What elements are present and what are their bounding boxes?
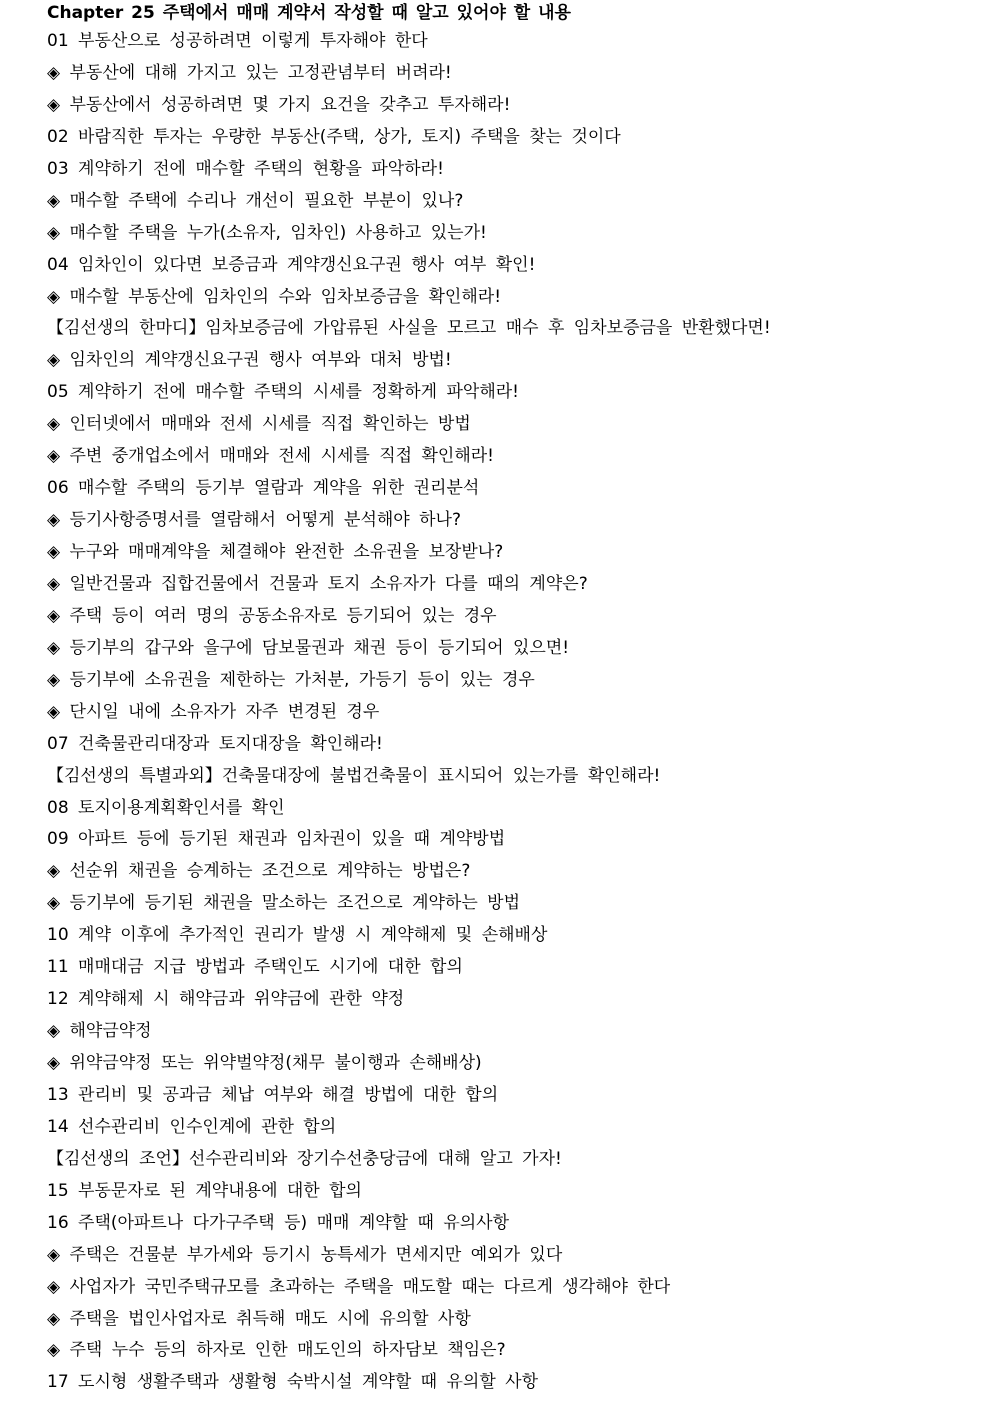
toc-line: ◈ 주택을 법인사업자로 취득해 매도 시에 유의할 사항	[47, 1308, 471, 1329]
toc-line: 05 계약하기 전에 매수할 주택의 시세를 정확하게 파악해라!	[47, 382, 519, 403]
toc-line: ◈ 일반건물과 집합건물에서 건물과 토지 소유자가 다를 때의 계약은?	[47, 573, 588, 594]
toc-line: 16 주택(아파트나 다가구주택 등) 매매 계약할 때 유의사항	[47, 1212, 510, 1233]
toc-line: 04 임차인이 있다면 보증금과 계약갱신요구권 행사 여부 확인!	[47, 254, 536, 275]
toc-line: ◈ 누구와 매매계약을 체결해야 완전한 소유권을 보장받나?	[47, 542, 504, 562]
toc-line: ◈ 주택 누수 등의 하자로 인한 매도인의 하자담보 책임은?	[47, 1340, 506, 1361]
toc-line: ◈ 단시일 내에 소유자가 자주 변경된 경우	[47, 701, 380, 722]
toc-line: 14 선수관리비 인수인계에 관한 합의	[47, 1116, 337, 1137]
toc-line: ◈ 임차인의 계약갱신요구권 행사 여부와 대처 방법!	[47, 350, 452, 371]
document-page	[47, 0, 977, 1399]
toc-line: ◈ 등기부에 소유권을 제한하는 가처분, 가등기 등이 있는 경우	[47, 669, 535, 690]
toc-line: ◈ 매수할 주택에 수리나 개선이 필요한 부분이 있나?	[47, 190, 464, 211]
toc-line: 06 매수할 주택의 등기부 열람과 계약을 위한 권리분석	[47, 478, 480, 499]
toc-line: ◈ 주변 중개업소에서 매매와 전세 시세를 직접 확인해라!	[47, 446, 494, 467]
toc-line: ◈ 매수할 부동산에 임차인의 수와 임차보증금을 확인해라!	[47, 286, 502, 307]
toc-line: ◈ 선순위 채권을 승계하는 조건으로 계약하는 방법은?	[47, 861, 471, 882]
toc-line: 【김선생의 조언】선수관리비와 장기수선충당금에 대해 알고 가자!	[47, 1148, 562, 1169]
toc-line: 13 관리비 및 공과금 체납 여부와 해결 방법에 대한 합의	[47, 1084, 499, 1105]
toc-line: 09 아파트 등에 등기된 채권과 임차권이 있을 때 계약방법	[47, 829, 506, 850]
toc-line: 17 도시형 생활주택과 생활형 숙박시설 계약할 때 유의할 사항	[47, 1372, 538, 1393]
toc-line: 12 계약해제 시 해약금과 위약금에 관한 약정	[47, 989, 405, 1010]
toc-line: 08 토지이용계획확인서를 확인	[47, 797, 285, 818]
toc-line: ◈ 해약금약정	[47, 1021, 152, 1042]
table-of-contents	[47, 26, 977, 1399]
toc-line: 【김선생의 특별과외】건축물대장에 불법건축물이 표시되어 있는가를 확인해라!	[47, 765, 661, 786]
toc-line: 03 계약하기 전에 매수할 주택의 현황을 파악하라!	[47, 158, 444, 179]
toc-line: ◈ 등기부에 등기된 채권을 말소하는 조건으로 계약하는 방법	[47, 893, 521, 914]
toc-line: 10 계약 이후에 추가적인 권리가 발생 시 계약해제 및 손해배상	[47, 925, 548, 946]
toc-line: ◈ 주택은 건물분 부가세와 등기시 농특세가 면세지만 예외가 있다	[47, 1244, 563, 1265]
toc-line: 11 매매대금 지급 방법과 주택인도 시기에 대한 합의	[47, 957, 463, 978]
toc-line: ◈ 등기부의 갑구와 을구에 담보물권과 채권 등이 등기되어 있으면!	[47, 637, 570, 658]
toc-line: ◈ 주택 등이 여러 명의 공동소유자로 등기되어 있는 경우	[47, 605, 497, 626]
toc-line: ◈ 인터넷에서 매매와 전세 시세를 직접 확인하는 방법	[47, 414, 471, 435]
chapter-title: Chapter 25 주택에서 매매 계약서 작성할 때 알고 있어야 할 내용	[47, 3, 571, 23]
toc-line: 07 건축물관리대장과 토지대장을 확인해라!	[47, 733, 383, 754]
toc-line: ◈ 등기사항증명서를 열람해서 어떻게 분석해야 하나?	[47, 510, 461, 531]
toc-line: 02 바람직한 투자는 우량한 부동산(주택, 상가, 토지) 주택을 찾는 것이다	[47, 126, 621, 147]
toc-line: ◈ 사업자가 국민주택규모를 초과하는 주택을 매도할 때는 다르게 생각해야 한다	[47, 1276, 671, 1297]
toc-line: ◈ 부동산에 대해 가지고 있는 고정관념부터 버려라!	[47, 62, 452, 83]
toc-line: ◈ 매수할 주택을 누가(소유자, 임차인) 사용하고 있는가!	[47, 222, 487, 243]
toc-line: ◈ 부동산에서 성공하려면 몇 가지 요건을 갖추고 투자해라!	[47, 94, 511, 115]
toc-line: 01 부동산으로 성공하려면 이렇게 투자해야 한다	[47, 31, 428, 51]
toc-line: 15 부동문자로 된 계약내용에 대한 합의	[47, 1180, 362, 1201]
toc-line: 【김선생의 한마디】임차보증금에 가압류된 사실을 모르고 매수 후 임차보증금을 반환했다면!	[47, 318, 771, 339]
toc-line: ◈ 위약금약정 또는 위약벌약정(채무 불이행과 손해배상)	[47, 1053, 482, 1073]
